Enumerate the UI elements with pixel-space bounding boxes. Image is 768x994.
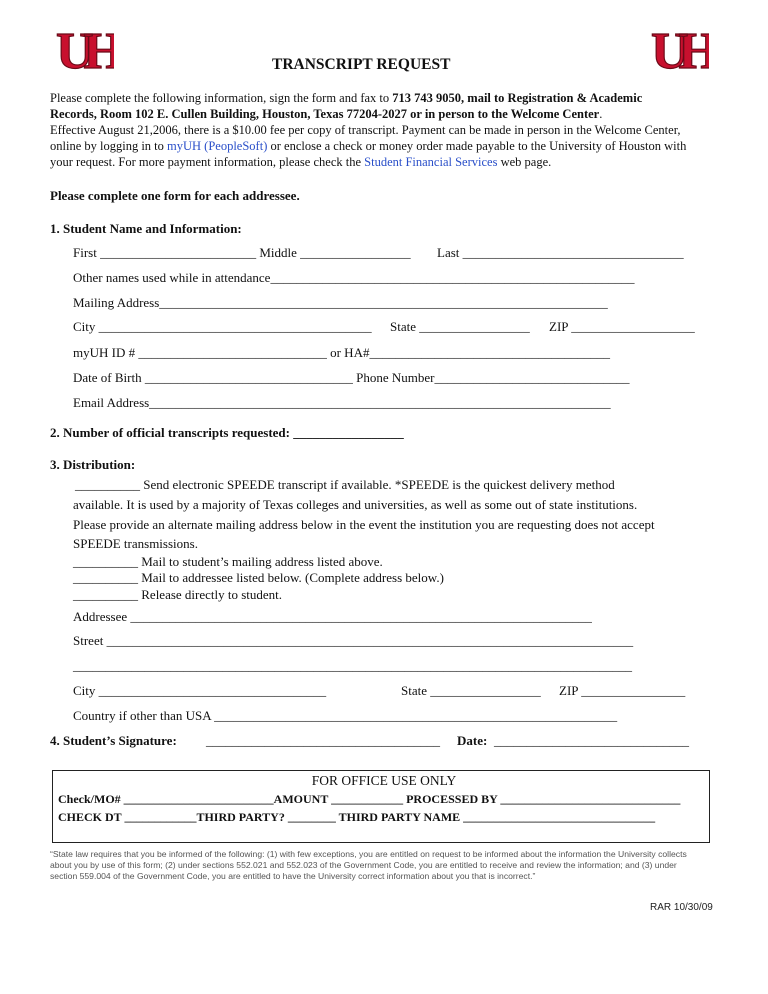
- office-row-1: Check/MO# _________________________AMOUNT ____________ PROCESSED BY ______________________________: [58, 792, 681, 806]
- uh-logo-text: UH: [651, 23, 709, 76]
- uh-logo-text: UH: [56, 23, 114, 76]
- city-field[interactable]: City __________________________________________: [73, 319, 372, 334]
- street-field[interactable]: Street _________________________________________________________________________________: [73, 633, 634, 648]
- other-names-field[interactable]: Other names used while in attendance________________________________________________________: [73, 270, 635, 285]
- date-label: Date:: [457, 733, 488, 748]
- last-name-field[interactable]: Last __________________________________: [437, 245, 684, 260]
- intro-line-3: Effective August 21,2006, there is a $10.00 fee per copy of transcript. Payment can be made in person in the Welcome Center,: [50, 123, 681, 137]
- mail-to-addressee-option[interactable]: __________ Mail to addressee listed below. (Complete address below.): [73, 570, 444, 585]
- addressee-city-field[interactable]: City ___________________________________: [73, 683, 327, 698]
- addressee-field[interactable]: Addressee _______________________________________________________________________: [73, 609, 592, 624]
- speede-text-3: Please provide an alternate mailing address below in the event the institution you are requesting does not accept: [73, 517, 655, 532]
- legal-notice: “State law requires that you be informed of the following: (1) with few exceptions, you are entitled on request to be informed about the information the University collects about you by use of this form; (2) under sections 552.021 and 552.023 of the Government Code, you are entitled to receive and review the information; and (3) under section 559.004 of the Government Code, you are entitled to have the University correct information about you that is incorrect.”: [50, 849, 687, 881]
- intro-line-5: your request. For more payment information, please check the Student Financial Services web page.: [50, 155, 552, 169]
- state-field[interactable]: State _________________: [390, 319, 530, 334]
- first-middle-field[interactable]: First ________________________ Middle _________________: [73, 245, 411, 260]
- signature-label: 4. Student’s Signature:: [50, 733, 177, 748]
- date-field[interactable]: ______________________________: [494, 733, 689, 748]
- myuh-id-field[interactable]: myUH ID # _____________________________ or HA#_____________________________________: [73, 345, 610, 360]
- section-1-heading: 1. Student Name and Information:: [50, 221, 242, 236]
- mail-to-student-option[interactable]: __________ Mail to student’s mailing address listed above.: [73, 554, 383, 569]
- page-title: TRANSCRIPT REQUEST: [272, 56, 451, 73]
- zip-field[interactable]: ZIP ___________________: [549, 319, 695, 334]
- speede-option[interactable]: __________ Send electronic SPEEDE transcript if available. *SPEEDE is the quickest delivery method: [75, 477, 615, 492]
- intro-line-2: Records, Room 102 E. Cullen Building, Houston, Texas 77204-2027 or in person to the Welcome Center.: [50, 107, 603, 121]
- sfs-link[interactable]: Student Financial Services: [364, 155, 498, 169]
- uh-logo-left: [56, 16, 114, 76]
- dob-phone-field[interactable]: Date of Birth ________________________________ Phone Number______________________________: [73, 370, 630, 385]
- mailing-address-field[interactable]: Mailing Address_____________________________________________________________________: [73, 295, 608, 310]
- email-field[interactable]: Email Address_______________________________________________________________________: [73, 395, 611, 410]
- speede-text-4: SPEEDE transmissions.: [73, 536, 198, 551]
- intro-line-4: online by logging in to myUH (PeopleSoft) or enclose a check or money order made payable to the University of Houston with: [50, 139, 687, 153]
- country-field[interactable]: Country if other than USA ______________________________________________________________: [73, 708, 618, 723]
- myuh-link[interactable]: myUH (PeopleSoft): [167, 139, 268, 153]
- addressee-zip-field[interactable]: ZIP ________________: [559, 683, 686, 698]
- section-3-heading: 3. Distribution:: [50, 457, 136, 472]
- release-to-student-option[interactable]: __________ Release directly to student.: [73, 587, 283, 602]
- street-line-2-field[interactable]: ______________________________________________________________________________________: [73, 658, 632, 673]
- intro-line-1: Please complete the following information, sign the form and fax to 713 743 9050, mail to Registration & Academic: [50, 91, 643, 105]
- office-row-2: CHECK DT ____________THIRD PARTY? ________ THIRD PARTY NAME ________________________________: [58, 810, 656, 824]
- form-code: RAR 10/30/09: [650, 902, 713, 913]
- speede-text-2: available. It is used by a majority of Texas colleges and universities, as well as some out of state institutions.: [73, 497, 638, 512]
- addressee-state-field[interactable]: State _________________: [401, 683, 541, 698]
- one-form-note: Please complete one form for each addressee.: [50, 188, 300, 203]
- signature-field[interactable]: ____________________________________: [206, 733, 440, 748]
- uh-logo-right: [651, 16, 709, 76]
- transcript-count-field[interactable]: 2. Number of official transcripts requested: _________________: [50, 425, 404, 440]
- office-use-title: FOR OFFICE USE ONLY: [311, 773, 457, 788]
